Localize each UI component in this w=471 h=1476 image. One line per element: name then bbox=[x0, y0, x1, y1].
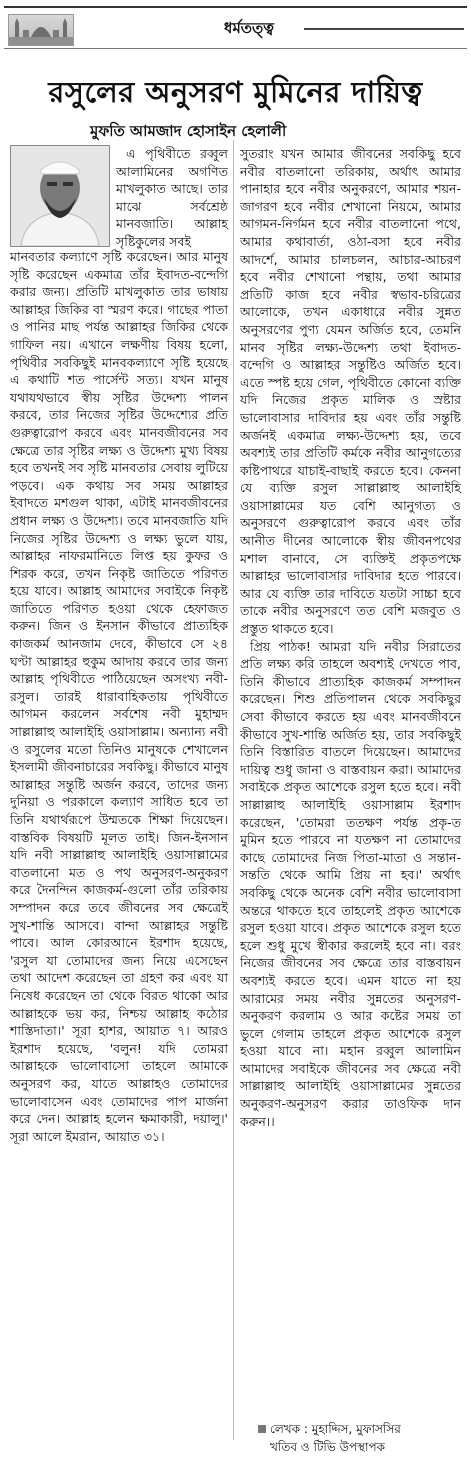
section-tag: ধর্মতত্ত্ব bbox=[224, 19, 274, 37]
column-divider bbox=[233, 140, 234, 1440]
headline: রসুলের অনুসরণ মুমিনের দায়িত্ব bbox=[48, 75, 423, 109]
article-paragraph: এ পৃথিবীতে রব্বুল আলামিনের অগণিত মাখলুকাত আছে। তার মাঝে সর্বশ্রেষ্ঠ মানবজাতি। আল্লাহ সৃষ্টিকুলের সবই bbox=[116, 146, 228, 249]
article-intro bbox=[116, 145, 228, 251]
author-photo bbox=[10, 145, 110, 247]
article-right-column bbox=[240, 145, 461, 1130]
bullet-square-icon bbox=[258, 1425, 266, 1433]
article-paragraph: সুতরাং যখন আমার জীবনের সবকিছু হবে নবীর বাতলানো তরিকায়, অর্থাৎ আমার পানাহার হবে নবীর অনুকরণে, আমার শয়ন-জাগরণ হবে নবীর শেখানো নিয়মে, আমার আগমন-নির্গমন হবে নবীর বাতলানো পথে, আমার কথাবার্তা, ওঠা-বসা হবে নবীর আদর্শে, আমার চালচলন, আচার-আচরণ হবে নবীর শেখানো পন্থায়, তথা আমার প্রতিটি কাজ হবে নবীর স্বভাব-চরিত্রের আলোকে, তখন একাধারে নবীর সুন্নত অনুসরণের পুণ্য যেমন অর্জিত হবে, তেমনি মানব সৃষ্টির লক্ষ্য-উদ্দেশ্য তথা ইবাদত-বন্দেগি ও আল্লাহর সন্তুষ্টিও অর্জিত হবে। এতে স্পষ্ট হয়ে গেল, পৃথিবীতে কোনো ব্যক্তি যদি নিজের প্রকৃত মালিক ও স্রষ্টার ভালোবাসার দাবিদার হয় এবং তাঁর সন্তুষ্টি অর্জনই একমাত্র লক্ষ্য-উদ্দেশ্য হয়, তবে অবশ্যই তার প্রতিটি কর্মকে নবীর আনুগত্যের কষ্টিপাথরে যাচাই-বাছাই করতে হবে। কেননা যে ব্যক্তি রসুল সাল্লাল্লাহু আলাইহি ওয়াসাল্লামের যত বেশি আনুগত্য ও অনুসরণে গুরুত্বারোপ করবে এবং তাঁর আনীত দীনের আলোকে স্বীয় জীবনপথের মশাল বানাবে, সে ব্যক্তিই প্রকৃতপক্ষে আল্লাহর ভালোবাসার দাবিদার হতে পারবে। আর যে ব্যক্তি তার দাবিতে যতটা সাচ্চা হবে তাকে নবীর অনুসরণে তত বেশি মজবুত ও প্রস্তুত থাকতে হবে। bbox=[240, 146, 461, 637]
article-paragraph: প্রিয় পাঠক! আমরা যদি নবীর সিরাতের প্রতি লক্ষ্য করি তাহলে অবশ্যই দেখতে পাব, তিনি কীভাবে প্রাত্যহিক কাজকর্ম সম্পাদন করেছেন। শিশু প্রতিপালন থেকে সবকিছুর সেবা কীভাবে করতে হয় এবং মানবজীবনে কীভাবে সুখ-শান্তি অর্জিত হয়, তার সবকিছুই তিনি বিস্তারিত বাতলে দিয়েছেন। আমাদের দায়িত্ব শুধু জানা ও বাস্তবায়ন করা। আমাদের সবাইকে প্রকৃত আশেকে রসুল হতে হবে। নবী সাল্লাল্লাহু আলাইহি ওয়াসাল্লাম ইরশাদ করেছেন, 'তোমরা ততক্ষণ পর্যন্ত প্রকৃ-ত মুমিন হতে পারবে না যতক্ষণ না তোমাদের কাছে তোমাদের নিজ পিতা-মাতা ও সন্তান-সন্ততি থেকে আমি প্রিয় না হব।' অর্থাৎ সবকিছু থেকে অনেক বেশি নবীর ভালোবাসা অন্তরে থাকতে হবে তাহলেই প্রকৃত আশেকে রসুল হওয়া যাবে। প্রকৃত আশেকে রসুল হতে হলে শুধু মুখে স্বীকার করলেই হবে না। বরং নিজের জীবনের সব ক্ষেত্রে তার বাস্তবায়ন অবশ্যই করতে হবে। এমন যাতে না হয় আরামের সময় নবীর সুন্নতের অনুসরণ-অনুকরণ করলাম ও আর কষ্টের সময় তা ভুলে গেলাম তাহলে প্রকৃত আশেকে রসুল হওয়া যাবে না। মহান রব্বুল আলামিন আমাদের সবাইকে জীবনের সব ক্ষেত্রে নবী সাল্লাল্লাহু আলাইহি ওয়াসাল্লামের সুন্নতের অনুকরণ-অনুসরণ করার তাওফিক দান করুন।। bbox=[240, 638, 461, 1129]
article-left-column bbox=[10, 248, 228, 1145]
byline: মুফতি আমজাদ হোসাইন হেলালী bbox=[90, 122, 287, 140]
author-credit-line bbox=[258, 1420, 468, 1438]
author-credit-text: লেখক : মুহাদ্দিস, মুফাসসির bbox=[270, 1422, 401, 1436]
author-credit-line: খতিব ও টিভি উপস্থাপক bbox=[270, 1440, 386, 1454]
article-paragraph: মানবতার কল্যাণে সৃষ্টি করেছেন। আর মানুষ সৃষ্টি করেছেন একমাত্র তাঁর ইবাদত-বন্দেগি করার জন্য। প্রতিটি মাখলুকাত তার ভাষায় আল্লাহর জিকির বা স্মরণ করে। গাছের পাতা ও পানির মাছ পর্যন্ত আল্লাহর জিকির থেকে গাফিল নয়। এখানে লক্ষণীয় বিষয় হলো, পৃথিবীর সবকিছুই মানবকল্যাণে সৃষ্টি হয়েছে এ কথাটি শত পার্সেন্ট সত্য। যখন মানুষ যথাযথভাবে স্বীয় সৃষ্টির উদ্দেশ্য পালন করবে, তার নিজের সৃষ্টির উদ্দেশ্যের প্রতি গুরুত্বারোপ করবে এবং মানবজীবনের সব ক্ষেত্রে তার সৃষ্টির লক্ষ্য ও উদ্দেশ্য মুখ্য বিষয় হবে তখনই সব সৃষ্টি মানবতার সেবায় লুটিয়ে পড়বে। এক কথায় সব সময় আল্লাহর ইবাদতে মশগুল থাকা, এটাই মানবজীবনের প্রধান লক্ষ্য ও উদ্দেশ্য। তবে মানবজাতি যদি নিজের সৃষ্টির উদ্দেশ্য ও লক্ষ্য ভুলে যায়, আল্লাহর নাফরমানিতে লিপ্ত হয় কুফর ও শিরক করে, তখন নিকৃষ্ট জাতিতে পরিণত হয়ে যাবে। আল্লাহ আমাদের সবাইকে নিকৃষ্ট জাতিতে পরিণত হওয়া থেকে হেফাজত করুন। জিন ও ইনসান কীভাবে প্রাত্যহিক কাজকর্ম আনজাম দেবে, কীভাবে সে ২৪ ঘণ্টা আল্লাহর হুকুম আদায় করবে তার জন্য আল্লাহ পৃথিবীতে পাঠিয়েছেন অসংখ্য নবী-রসুল। তারই ধারাবাহিকতায় পৃথিবীতে আগমন করলেন সর্বশেষ নবী মুহাম্মদ সাল্লাল্লাহু আলাইহি ওয়াসাল্লাম। অন্যান্য নবী ও রসুলের মতো তিনিও মানুষকে শেখালেন ইসলামী জীবনাচারের সবকিছু। কীভাবে মানুষ আল্লাহর সন্তুষ্টি অর্জন করবে, তাদের জন্য দুনিয়া ও পরকালে কল্যাণ সাধিত হবে তা তিনি যথার্থরূপে উম্মতকে শিক্ষা দিয়েছেন। বাস্তবিক বিষয়টি মূলত তাই। জিন-ইনসান যদি নবী সাল্লাল্লাহু আলাইহি ওয়াসাল্লামের বাতলানো মত ও পথ অনুসরণ-অনুকরণ করে দৈনন্দিন কাজকর্ম-গুলো তাঁর তরিকায় সম্পাদন করে তবে জীবনের সব ক্ষেত্রেই সুখ-শান্তি আসবে। বান্দা আল্লাহর সন্তুষ্টি পাবে। আল কোরআনে ইরশাদ হয়েছে, 'রসুল যা তোমাদের জন্য নিয়ে এসেছেন তথা আদেশ করেছেন তা গ্রহণ কর এবং যা নিষেধ করেছেন তা থেকে বিরত থাকো আর আল্লাহকে ভয় কর, নিশ্চয় আল্লাহ কঠোর শাস্তিদাতা।' সূরা হাশর, আয়াত ৭। আরও ইরশাদ হয়েছে, 'বলুন! যদি তোমরা আল্লাহকে ভালোবাসো তাহলে আমাকে অনুসরণ কর, যাতে আল্লাহও তোমাদের ভালোবাসেন এবং তোমাদের পাপ মার্জনা করে দেন। আল্লাহ হলেন ক্ষমাকারী, দয়ালু।' সূরা আলে ইমরান, আয়াত ৩১। bbox=[10, 249, 228, 1144]
author-credit bbox=[258, 1420, 468, 1456]
mosque-icon bbox=[8, 14, 74, 46]
section-header bbox=[4, 6, 467, 49]
section-rule bbox=[304, 28, 464, 30]
